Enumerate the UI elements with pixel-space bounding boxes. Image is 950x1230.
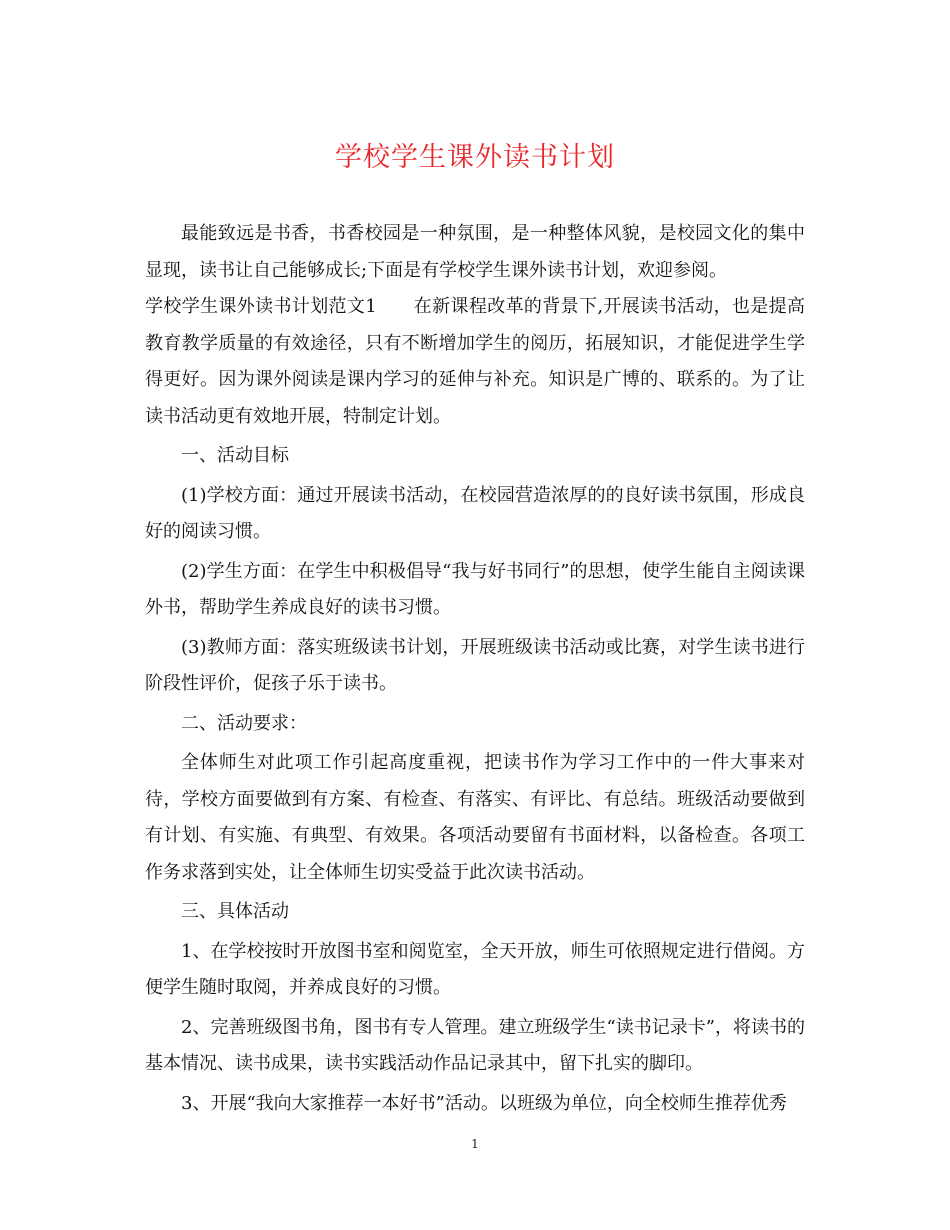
activity-2-paragraph: 2、完善班级图书角，图书有专人管理。建立班级学生“读书记录卡”，将读书的基本情况、读书成果，读书实践活动作品记录其中，留下扎实的脚印。 <box>145 1016 805 1074</box>
page-title: 学校学生课外读书计划 <box>335 142 615 173</box>
section-heading-goals: 一、活动目标 <box>181 445 289 466</box>
goal-student-paragraph: (2)学生方面：在学生中积极倡导“我与好书同行”的思想，使学生能自主阅读课外书，帮助学生养成良好的读书习惯。 <box>145 560 805 618</box>
goal-teacher-paragraph: (3)教师方面：落实班级读书计划，开展班级读书活动或比赛，对学生读书进行阶段性评价，促孩子乐于读书。 <box>145 636 805 694</box>
section-heading-requirements: 二、活动要求： <box>181 712 307 734</box>
page-number: 1 <box>471 1137 479 1151</box>
goal-school-paragraph: (1)学校方面：通过开展读书活动，在校园营造浓厚的的良好读书氛围，形成良好的阅读习惯。 <box>145 484 805 542</box>
sample-intro-paragraph: 学校学生课外读书计划范文1 在新课程改革的背景下,开展读书活动，也是提高教育教学质量的有效途径，只有不断增加学生的阅历，拓展知识，才能促进学生学得更好。因为课外阅读是课内学习的延伸与补充。知识是广博的、联系的。为了让读书活动更有效地开展，特制定计划。 <box>145 296 805 427</box>
section-heading-activities: 三、具体活动 <box>181 901 289 922</box>
requirements-paragraph: 全体师生对此项工作引起高度重视，把读书作为学习工作中的一件大事来对待，学校方面要做到有方案、有检查、有落实、有评比、有总结。班级活动要做到有计划、有实施、有典型、有效果。各项活动要留有书面材料，以备检查。各项工作务求落到实处，让全体师生切实受益于此次读书活动。 <box>145 752 805 883</box>
activity-3-paragraph: 3、开展“我向大家推荐一本好书”活动。以班级为单位，向全校师生推荐优秀 <box>181 1092 787 1114</box>
document-body <box>145 216 805 1122</box>
intro-paragraph: 最能致远是书香，书香校园是一种氛围，是一种整体风貌，是校园文化的集中显现，读书让自己能够成长;下面是有学校学生课外读书计划，欢迎参阅。 <box>145 223 805 281</box>
activity-1-paragraph: 1、在学校按时开放图书室和阅览室，全天开放，师生可依照规定进行借阅。方便学生随时取阅，并养成良好的习惯。 <box>145 940 805 998</box>
